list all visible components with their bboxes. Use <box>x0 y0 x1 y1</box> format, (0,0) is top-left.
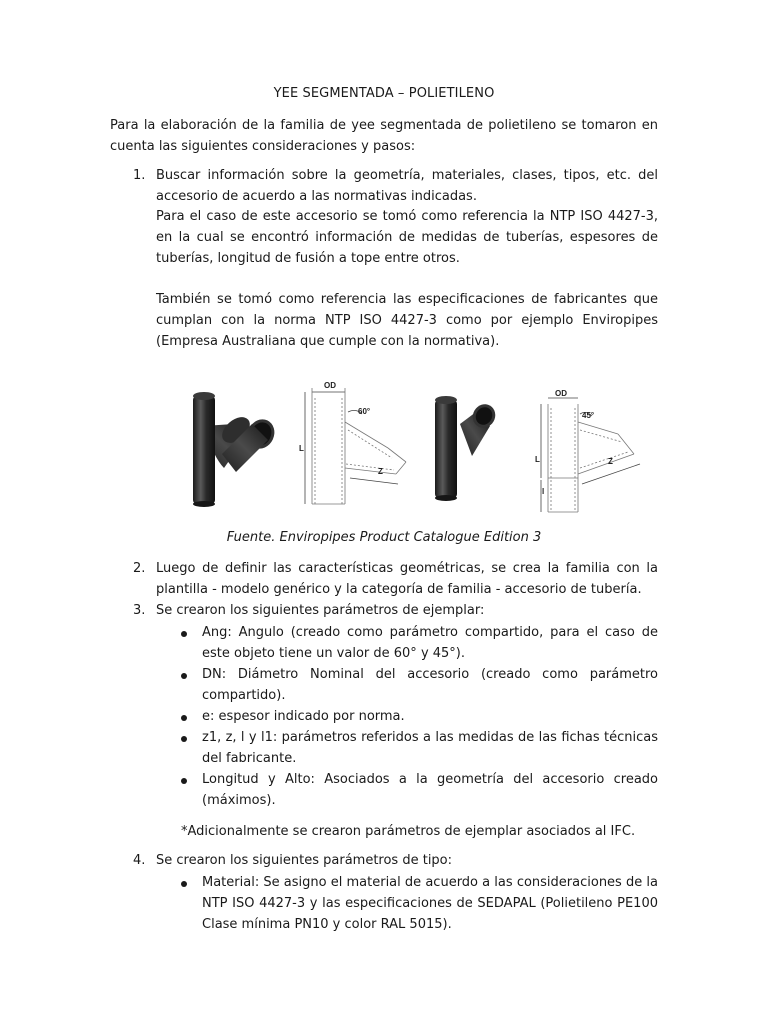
angle-60-label: 60° <box>358 407 371 416</box>
step-4-number: 4. <box>133 853 146 868</box>
figure-caption: Fuente. Enviropipes Product Catalogue Edition 3 <box>226 530 542 545</box>
bullet-dot <box>181 881 187 887</box>
angle-45-label: 45° <box>582 411 595 420</box>
step-2-text: Luego de definir las características geométricas, se crea la familia con la plantilla - modelo genérico y la categoría de familia - accesorio de tubería. <box>156 561 658 597</box>
step-1-text: Buscar información sobre la geometría, materiales, clases, tipos, etc. del accesorio de acuerdo a las normativas indicadas. <box>156 168 658 204</box>
bullet-longitud: Longitud y Alto: Asociados a la geometría del accesorio creado (máximos). <box>202 772 658 808</box>
bullet-dn: DN: Diámetro Nominal del accesorio (creado como parámetro compartido). <box>202 667 658 703</box>
bullet-ang: Ang: Angulo (creado como parámetro compartido, para el caso de este objeto tiene un valor de 60° y 45°). <box>202 625 658 661</box>
l-label-45: L <box>535 455 540 464</box>
bullet-material: Material: Se asigno el material de acuerdo a las consideraciones de la NTP ISO 4427-3 y las especificaciones de SEDAPAL (Polietileno PE100 Clase mínima PN10 y color RAL 5015). <box>202 875 658 932</box>
yee-fittings-figure <box>170 378 650 518</box>
l-label-60: L <box>299 444 304 453</box>
step-3-number: 3. <box>133 603 146 618</box>
l-small-label-45: l <box>542 487 545 496</box>
yee-60-photo <box>193 392 279 507</box>
bullet-dot <box>181 715 187 721</box>
bullet-dot <box>181 673 187 679</box>
yee-fittings-illustration <box>170 378 650 518</box>
yee-45-photo <box>435 396 500 501</box>
od-label-60: OD <box>324 381 336 390</box>
od-label-45: OD <box>555 389 567 398</box>
step-1-number: 1. <box>133 168 146 183</box>
step-1-text-reference: Para el caso de este accesorio se tomó como referencia la NTP ISO 4427-3, en la cual se encontró información de medidas de tuberías, espesores de tuberías, longitud de fusión a tope entre otros. <box>156 209 658 266</box>
ifc-note: *Adicionalmente se crearon parámetros de ejemplar asociados al IFC. <box>181 824 636 839</box>
step-1-text-manufacturer: También se tomó como referencia las especificaciones de fabricantes que cumplan con la norma NTP ISO 4427-3 como por ejemplo Enviropipes (Empresa Australiana que cumple con la normativa). <box>156 292 658 349</box>
step-4-text: Se crearon los siguientes parámetros de tipo: <box>156 853 453 868</box>
z-label-45: Z <box>608 457 613 466</box>
z-label-60: Z <box>378 467 383 476</box>
bullet-e: e: espesor indicado por norma. <box>202 709 405 724</box>
document-title: YEE SEGMENTADA – POLIETILENO <box>273 86 495 101</box>
yee-60-drawing <box>305 388 406 504</box>
bullet-dot <box>181 778 187 784</box>
bullet-z1: z1, z, l y l1: parámetros referidos a las medidas de las fichas técnicas del fabricante. <box>202 730 658 766</box>
intro-paragraph: Para la elaboración de la familia de yee segmentada de polietileno se tomaron en cuenta las siguientes consideraciones y pasos: <box>110 118 658 154</box>
step-2-number: 2. <box>133 561 146 576</box>
bullet-dot <box>181 736 187 742</box>
step-3-text: Se crearon los siguientes parámetros de ejemplar: <box>156 603 485 618</box>
bullet-dot <box>181 631 187 637</box>
